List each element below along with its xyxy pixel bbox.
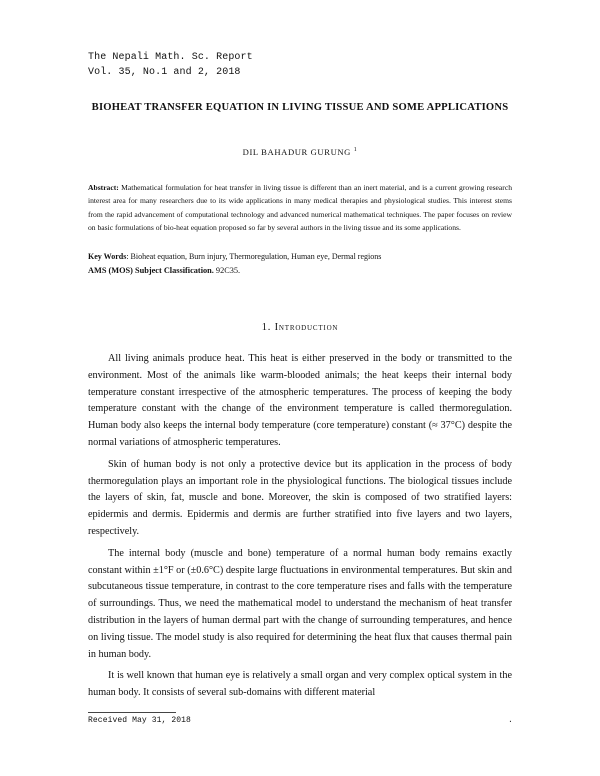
ams-label: AMS (MOS) Subject Classification. bbox=[88, 266, 214, 275]
section-number: 1. bbox=[261, 322, 272, 333]
ams-classification bbox=[88, 264, 512, 277]
abstract-text: Mathematical formulation for heat transfer in living tissue is different than an inert material, and is a current growing research interest area for many researchers due to its wide applications in many medical therapies and physiological studies. This interest stems from the rapid advancement of computational technology and advanced numerical mathematical techniques. The paper focuses on review on basic formulations of bio-heat equation proposed so far by several authors in the living tissue and its some applications. bbox=[88, 183, 512, 232]
paragraph: Skin of human body is not only a protective device but its application in the process of body thermoregulation plays an important role in the physiological functions. The biological tissues include the layers of skin, fat, muscle and bone. Moreover, the skin is composed of two stratified layers: epidermis and dermis. Epidermis and dermis are further stratified into five layers and two layers, respectively. bbox=[88, 458, 512, 537]
journal-header bbox=[88, 50, 253, 80]
author-line bbox=[88, 147, 512, 157]
section-heading bbox=[88, 322, 512, 333]
keywords-text: : Bioheat equation, Burn injury, Thermoregulation, Human eye, Dermal regions bbox=[126, 252, 382, 261]
paragraph: All living animals produce heat. This heat is either preserved in the body or transmitted to the environment. Most of the animals like warm-blooded animals; the heat keeps their internal body temperature constant irrespective of the atmospheric temperatures. The process of keeping the body temperature constant with the change of the environment temperature is called thermoregulation. Human body also keeps the internal body temperature (core temperature) constant (≈ 37°C) despite the normal variations of atmospheric temperatures. bbox=[88, 353, 512, 448]
footnote-divider bbox=[88, 712, 176, 713]
author-name: DIL BAHADUR GURUNG bbox=[242, 147, 351, 157]
abstract-label: Abstract: bbox=[88, 183, 119, 192]
paragraph: The internal body (muscle and bone) temperature of a normal human body remains exactly constant within ±1°F or (±0.6°C) despite large fluctuations in environmental temperatures. But skin and subcutaneous tissue temperature, in contrast to the core temperature rises and falls with the temperature of surroundings. Thus, we need the mathematical model to understand the mechanism of heat transfer distribution in the layers of human dermal part with the change of surrounding temperatures, and hence on living tissue. The model study is also required for determining the heat flux that causes thermal pain in human body. bbox=[88, 547, 512, 660]
journal-name: The Nepali Math. Sc. Report bbox=[88, 52, 253, 63]
section-title: Introduction bbox=[274, 322, 339, 333]
paragraph: It is well known that human eye is relatively a small organ and very complex optical system in the human body. It consists of several sub-domains with different material bbox=[88, 670, 512, 699]
abstract bbox=[88, 181, 512, 234]
body-text bbox=[88, 351, 512, 707]
keywords-label: Key Words bbox=[88, 252, 127, 261]
ams-code: 92C35. bbox=[215, 266, 241, 275]
footer-period: . bbox=[508, 716, 513, 725]
received-date: Received May 31, 2018 bbox=[88, 716, 191, 725]
journal-volume: Vol. 35, No.1 and 2, 2018 bbox=[88, 67, 241, 78]
paper-title: BIOHEAT TRANSFER EQUATION IN LIVING TISSUE AND SOME APPLICATIONS bbox=[91, 102, 509, 113]
author-footnote-mark: 1 bbox=[353, 147, 358, 154]
keywords bbox=[88, 250, 512, 263]
